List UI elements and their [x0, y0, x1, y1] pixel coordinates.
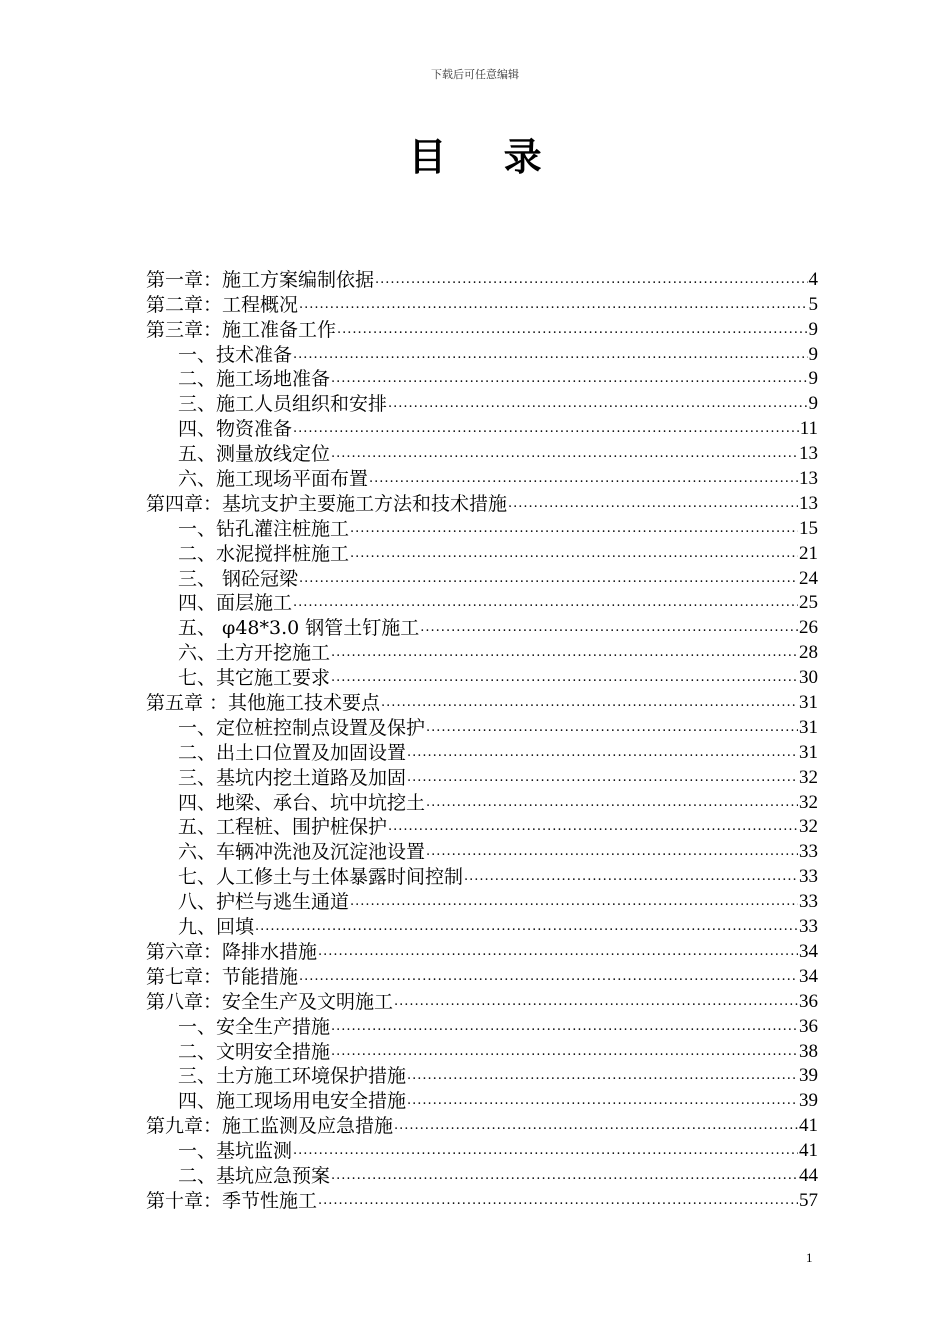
toc-dot-leader	[350, 891, 798, 913]
toc-entry-page: 31	[799, 716, 818, 738]
toc-entry-label: 第三章：施工准备工作	[146, 318, 337, 341]
toc-entry-page: 31	[799, 741, 818, 763]
page-number: 1	[806, 1250, 813, 1265]
toc-entry-page: 24	[799, 567, 818, 589]
toc-entry-page: 32	[799, 766, 818, 788]
toc-entry-label: 一、基坑监测	[178, 1140, 293, 1163]
toc-section-entry[interactable]	[146, 540, 818, 565]
toc-section-entry[interactable]	[146, 1162, 818, 1187]
toc-dot-leader	[350, 518, 798, 540]
toc-entry-page: 9	[808, 393, 818, 415]
header-note: 下载后可任意编辑	[431, 68, 519, 81]
toc-entry-label: 三、基坑内挖土道路及加固	[178, 766, 407, 789]
toc-dot-leader	[369, 468, 798, 490]
toc-dot-leader	[426, 792, 798, 814]
toc-section-entry[interactable]	[146, 639, 818, 664]
toc-entry-page: 13	[799, 468, 818, 490]
toc-entry-label: 二、文明安全措施	[178, 1040, 331, 1063]
toc-entry-page: 57	[799, 1189, 818, 1211]
toc-entry-label: 七、其它施工要求	[178, 667, 331, 690]
toc-section-entry[interactable]	[146, 1013, 818, 1038]
toc-dot-leader	[426, 717, 798, 739]
toc-entry-page: 33	[799, 916, 818, 938]
toc-entry-page: 9	[808, 343, 818, 365]
toc-entry-label: 二、水泥搅拌桩施工	[178, 542, 350, 565]
toc-entry-label: 三、施工人员组织和安排	[178, 393, 388, 416]
toc-chapter-entry[interactable]	[146, 938, 818, 963]
toc-entry-label: 第十章：季节性施工	[146, 1189, 318, 1212]
toc-entry-label: 第二章：工程概况	[146, 293, 299, 316]
toc-entry-page: 36	[799, 990, 818, 1012]
toc-entry-page: 26	[799, 617, 818, 639]
toc-section-entry[interactable]	[146, 590, 818, 615]
toc-dot-leader	[293, 592, 798, 614]
toc-chapter-entry[interactable]	[146, 266, 818, 291]
toc-section-entry[interactable]	[146, 1137, 818, 1162]
toc-section-entry[interactable]	[146, 515, 818, 540]
toc-entry-page: 33	[799, 841, 818, 863]
toc-dot-leader	[388, 393, 807, 415]
toc-entry-page: 15	[799, 517, 818, 539]
toc-dot-leader	[331, 1016, 798, 1038]
toc-section-entry[interactable]	[146, 1087, 818, 1112]
toc-section-entry[interactable]	[146, 465, 818, 490]
toc-dot-leader	[255, 916, 798, 938]
toc-dot-leader	[407, 767, 798, 789]
toc-dot-leader	[407, 1090, 798, 1112]
toc-entry-label: 六、土方开挖施工	[178, 642, 331, 665]
toc-dot-leader	[375, 269, 807, 291]
toc-section-entry[interactable]	[146, 789, 818, 814]
toc-section-entry[interactable]	[146, 838, 818, 863]
toc-entry-label: 一、技术准备	[178, 343, 293, 366]
toc-entry-page: 28	[799, 642, 818, 664]
toc-dot-leader	[293, 344, 807, 366]
toc-section-entry[interactable]	[146, 390, 818, 415]
toc-dot-leader	[464, 866, 798, 888]
toc-section-entry[interactable]	[146, 366, 818, 391]
toc-dot-leader	[420, 617, 798, 639]
toc-entry-label: 第四章：基坑支护主要施工方法和技术措施	[146, 492, 508, 515]
toc-entry-page: 13	[799, 492, 818, 514]
toc-entry-page: 4	[808, 268, 818, 290]
toc-chapter-entry[interactable]	[146, 988, 818, 1013]
toc-section-entry[interactable]	[146, 814, 818, 839]
toc-entry-label: 三、 钢砼冠梁	[178, 567, 299, 590]
toc-entry-page: 34	[799, 940, 818, 962]
toc-entry-page: 41	[799, 1115, 818, 1137]
toc-entry-label: 四、地梁、承台、坑中坑挖土	[178, 791, 426, 814]
toc-entry-page: 31	[799, 692, 818, 714]
toc-entry-label: 五、 φ48*3.0 钢管土钉施工	[178, 617, 420, 640]
toc-section-entry[interactable]	[146, 664, 818, 689]
toc-dot-leader	[293, 1140, 798, 1162]
toc-chapter-entry[interactable]	[146, 316, 818, 341]
toc-entry-label: 第五章 ：其他施工技术要点	[146, 692, 381, 715]
toc-title: 目 录	[408, 134, 564, 179]
toc-dot-leader	[318, 1190, 798, 1212]
toc-entry-label: 三、土方施工环境保护措施	[178, 1065, 407, 1088]
toc-entry-label: 四、施工现场用电安全措施	[178, 1090, 407, 1113]
toc-chapter-entry[interactable]	[146, 963, 818, 988]
toc-chapter-entry[interactable]	[146, 1187, 818, 1212]
toc-section-entry[interactable]	[146, 888, 818, 913]
toc-entry-label: 六、车辆冲洗池及沉淀池设置	[178, 841, 426, 864]
toc-section-entry[interactable]	[146, 565, 818, 590]
toc-section-entry[interactable]	[146, 764, 818, 789]
toc-entry-label: 一、钻孔灌注桩施工	[178, 517, 350, 540]
toc-entry-page: 34	[799, 965, 818, 987]
toc-chapter-entry[interactable]	[146, 291, 818, 316]
toc-entry-label: 五、工程桩、围护桩保护	[178, 816, 388, 839]
toc-entry-label: 第八章：安全生产及文明施工	[146, 990, 394, 1013]
toc-entry-label: 五、测量放线定位	[178, 443, 331, 466]
toc-entry-label: 第一章：施工方案编制依据	[146, 268, 375, 291]
toc-section-entry[interactable]	[146, 614, 818, 639]
toc-entry-label: 七、人工修土与土体暴露时间控制	[178, 866, 464, 889]
toc-dot-leader	[394, 991, 798, 1013]
toc-dot-leader	[388, 816, 798, 838]
toc-entry-page: 39	[799, 1065, 818, 1087]
toc-dot-leader	[331, 667, 798, 689]
toc-entry-page: 9	[808, 368, 818, 390]
toc-dot-leader	[331, 642, 798, 664]
toc-entry-page: 33	[799, 891, 818, 913]
toc-dot-leader	[331, 368, 807, 390]
toc-entry-page: 9	[808, 318, 818, 340]
toc-entry-label: 九、回填	[178, 916, 255, 939]
toc-entry-page: 44	[799, 1164, 818, 1186]
toc-entry-page: 25	[799, 592, 818, 614]
toc-entry-page: 36	[799, 1015, 818, 1037]
toc-chapter-entry[interactable]	[146, 1112, 818, 1137]
toc-entry-page: 13	[799, 443, 818, 465]
toc-section-entry[interactable]	[146, 913, 818, 938]
toc-entry-label: 八、护栏与逃生通道	[178, 891, 350, 914]
toc-entry-label: 四、物资准备	[178, 418, 293, 441]
toc-entry-label: 第七章：节能措施	[146, 965, 299, 988]
toc-dot-leader	[299, 294, 807, 316]
toc-dot-leader	[350, 543, 798, 565]
toc-section-entry[interactable]	[146, 714, 818, 739]
toc-entry-page: 41	[799, 1140, 818, 1162]
toc-entry-label: 六、施工现场平面布置	[178, 468, 369, 491]
toc-entry-page: 30	[799, 667, 818, 689]
toc-entry-page: 5	[808, 293, 818, 315]
toc-entry-page: 39	[799, 1090, 818, 1112]
toc-dot-leader	[318, 941, 798, 963]
toc-dot-leader	[426, 841, 798, 863]
toc-section-entry[interactable]	[146, 1038, 818, 1063]
toc-dot-leader	[331, 443, 798, 465]
toc-entry-label: 一、安全生产措施	[178, 1015, 331, 1038]
toc-dot-leader	[394, 1115, 798, 1137]
toc-entry-label: 第六章：降排水措施	[146, 940, 318, 963]
toc-entry-label: 四、面层施工	[178, 592, 293, 615]
toc-dot-leader	[407, 1065, 798, 1087]
toc-dot-leader	[331, 1041, 798, 1063]
toc-dot-leader	[293, 418, 799, 440]
toc-dot-leader	[331, 1165, 798, 1187]
toc-entry-label: 二、基坑应急预案	[178, 1164, 331, 1187]
toc-dot-leader	[381, 692, 798, 714]
toc-entry-page: 38	[799, 1040, 818, 1062]
toc-section-entry[interactable]	[146, 341, 818, 366]
toc-section-entry[interactable]	[146, 440, 818, 465]
toc-dot-leader	[299, 966, 798, 988]
toc-dot-leader	[508, 493, 798, 515]
toc-section-entry[interactable]	[146, 863, 818, 888]
toc-section-entry[interactable]	[146, 739, 818, 764]
toc-entry-label: 一、定位桩控制点设置及保护	[178, 716, 426, 739]
toc-chapter-entry[interactable]	[146, 689, 818, 714]
toc-section-entry[interactable]	[146, 415, 818, 440]
toc-entry-page: 11	[799, 418, 818, 440]
toc-entry-page: 32	[799, 816, 818, 838]
toc-entry-label: 二、施工场地准备	[178, 368, 331, 391]
toc-entry-page: 21	[799, 542, 818, 564]
toc-chapter-entry[interactable]	[146, 490, 818, 515]
toc-dot-leader	[299, 568, 798, 590]
toc-dot-leader	[337, 319, 807, 341]
table-of-contents	[146, 266, 818, 1212]
toc-entry-label: 二、出土口位置及加固设置	[178, 741, 407, 764]
toc-section-entry[interactable]	[146, 1063, 818, 1088]
toc-entry-label: 第九章：施工监测及应急措施	[146, 1115, 394, 1138]
toc-dot-leader	[407, 742, 798, 764]
toc-entry-page: 33	[799, 866, 818, 888]
toc-entry-page: 32	[799, 791, 818, 813]
